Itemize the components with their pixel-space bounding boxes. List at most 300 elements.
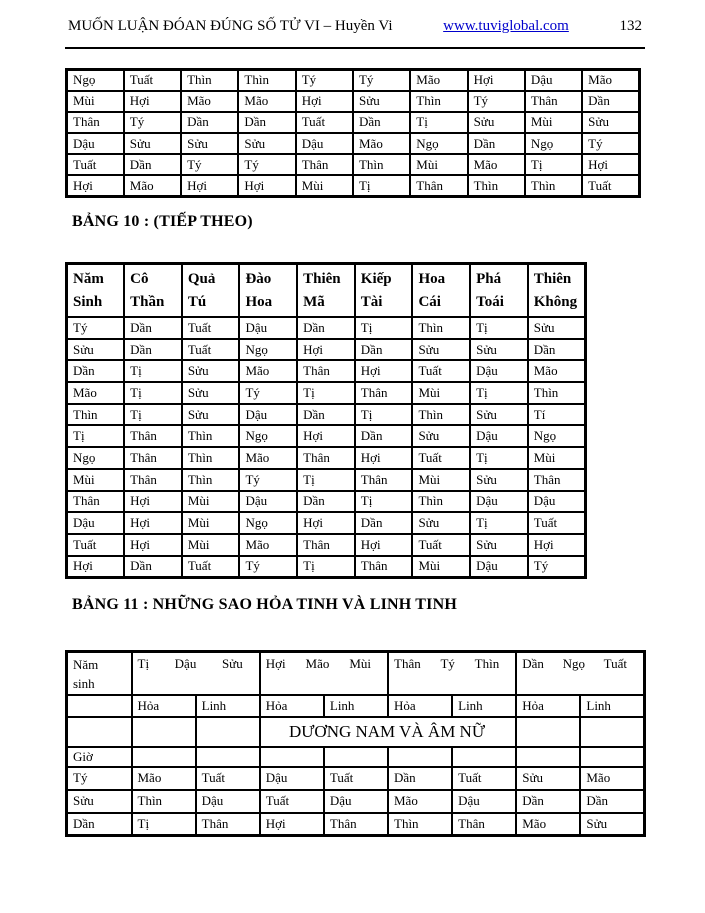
- column-header: [67, 264, 125, 318]
- table-cell: Ngọ: [239, 339, 297, 361]
- table-cell: Thìn: [525, 175, 582, 196]
- table-cell: Dậu: [239, 404, 297, 426]
- zodiac-word: Dậu: [174, 656, 197, 671]
- table-cell: Sửu: [238, 133, 295, 154]
- year-label-line: Năm: [73, 657, 99, 672]
- table-cell: Mão: [353, 133, 410, 154]
- table-cell: Thìn: [182, 469, 240, 491]
- table-cell: Tý: [67, 317, 125, 339]
- table-row: [67, 767, 645, 790]
- table-cell: Tý: [238, 154, 295, 175]
- table-cell: Tị: [355, 404, 413, 426]
- table-cell: Tị: [124, 360, 182, 382]
- table-cell: Mùi: [525, 112, 582, 133]
- table-cell: Hợi: [528, 534, 586, 556]
- table-cell: Hợi: [355, 534, 413, 556]
- table-row: [67, 175, 640, 196]
- table-cell: Mão: [239, 534, 297, 556]
- table-cell: Tị: [355, 317, 413, 339]
- table-cell: Dậu: [67, 512, 125, 534]
- table-cell: Thân: [410, 175, 467, 196]
- header-line: Toái: [476, 293, 504, 310]
- bang11-heading: BẢNG 11 : NHỮNG SAO HỎA TINH VÀ LINH TINH: [72, 596, 458, 613]
- table-cell: Dần: [124, 317, 182, 339]
- table-row: [67, 556, 586, 578]
- table-cell: Tuất: [182, 317, 240, 339]
- table-cell: Tuất: [182, 339, 240, 361]
- table-cell: Hợi: [260, 813, 324, 836]
- bang11-table: [65, 650, 646, 837]
- zodiac-word: Tị: [137, 656, 150, 671]
- table-cell: Tuất: [412, 534, 470, 556]
- table-cell: Sửu: [468, 112, 525, 133]
- header-line: Hoa: [418, 271, 446, 287]
- table-row: [67, 154, 640, 175]
- table-cell: Tuất: [452, 767, 516, 790]
- table-cell: Dần: [516, 790, 580, 813]
- table-cell: Tuất: [260, 790, 324, 813]
- column-header: [470, 264, 528, 318]
- table-cell: Tị: [67, 425, 125, 447]
- header-line: Thiên: [533, 271, 572, 287]
- table-row: [67, 70, 640, 91]
- table-cell: Tị: [124, 404, 182, 426]
- table-row: [67, 469, 586, 491]
- header-line: Phá: [476, 271, 502, 287]
- table-cell: Mùi: [296, 175, 353, 196]
- table-row: [67, 790, 645, 813]
- table-cell: Tý: [582, 133, 639, 154]
- zodiac-word: Hợi: [265, 656, 286, 671]
- bang10-table-head: [67, 264, 586, 318]
- table-cell: Thìn: [67, 404, 125, 426]
- table-cell: Hợi: [181, 175, 238, 196]
- subheader-cell: Linh: [580, 695, 644, 717]
- table-row: [67, 112, 640, 133]
- zodiac-word: Thân: [394, 656, 421, 671]
- table-cell: Mão: [582, 70, 639, 91]
- table-cell: Tị: [470, 382, 528, 404]
- table-cell: Thìn: [410, 91, 467, 112]
- group-words: [522, 656, 641, 672]
- table-cell: Mão: [528, 360, 586, 382]
- group-header-cell: [388, 652, 516, 695]
- table-row: [67, 534, 586, 556]
- table-row: [67, 91, 640, 112]
- table-cell: Tị: [470, 447, 528, 469]
- table-cell: Tý: [239, 556, 297, 578]
- header-line: Thiên: [303, 271, 341, 287]
- table-cell: Thìn: [182, 447, 240, 469]
- empty-cell: [324, 747, 388, 767]
- table-cell: Dần: [238, 112, 295, 133]
- header-line: Đào: [245, 271, 272, 287]
- table-cell: Thân: [297, 447, 355, 469]
- table-cell: Tuất: [324, 767, 388, 790]
- table-cell: Sửu: [182, 360, 240, 382]
- table-cell: Ngọ: [239, 425, 297, 447]
- subheader-cell: Hỏa: [516, 695, 580, 717]
- table-cell: Thân: [355, 382, 413, 404]
- table-cell: Mão: [410, 70, 467, 91]
- table-cell: Sửu: [67, 790, 132, 813]
- table-cell: Dần: [388, 767, 452, 790]
- empty-cell: [196, 747, 260, 767]
- table-cell: Tuất: [412, 447, 470, 469]
- column-header: [297, 264, 355, 318]
- table-cell: Thân: [124, 469, 182, 491]
- table-cell: Mão: [468, 154, 525, 175]
- table-cell: Tuất: [67, 154, 124, 175]
- table-cell: Dần: [124, 154, 181, 175]
- table-cell: Sửu: [182, 382, 240, 404]
- table-cell: Tị: [410, 112, 467, 133]
- table-cell: Sửu: [470, 469, 528, 491]
- table-cell: Tị: [470, 317, 528, 339]
- table-cell: Thìn: [182, 425, 240, 447]
- table-row: [67, 491, 586, 513]
- table-cell: Mùi: [412, 382, 470, 404]
- table-cell: Mão: [132, 767, 196, 790]
- column-header: [355, 264, 413, 318]
- subheader-cell: Linh: [324, 695, 388, 717]
- table-cell: Dậu: [296, 133, 353, 154]
- group-words: [138, 656, 257, 672]
- table-cell: Hợi: [468, 70, 525, 91]
- table-cell: Sửu: [412, 339, 470, 361]
- table-row: [67, 133, 640, 154]
- table-cell: Dần: [580, 790, 644, 813]
- table-cell: Dần: [468, 133, 525, 154]
- header-line: Kiếp: [360, 271, 392, 287]
- table-cell: Mùi: [67, 469, 125, 491]
- table-cell: Tý: [239, 469, 297, 491]
- empty-cell: [580, 717, 644, 747]
- year-label-line: sinh: [73, 675, 95, 691]
- header-line: Tài: [360, 293, 383, 310]
- table-cell: Dậu: [196, 790, 260, 813]
- table-cell: Tý: [528, 556, 586, 578]
- website-link[interactable]: www.tuviglobal.com: [443, 18, 569, 34]
- table-cell: Hợi: [124, 491, 182, 513]
- table-cell: Dậu: [470, 556, 528, 578]
- bang11-table-body: [67, 652, 645, 836]
- table-cell: Tuất: [412, 360, 470, 382]
- table-cell: Hợi: [297, 339, 355, 361]
- zodiac-word: Tý: [440, 656, 455, 671]
- empty-cell: [516, 717, 580, 747]
- subheader-cell: Linh: [196, 695, 260, 717]
- table-cell: Thân: [355, 469, 413, 491]
- table-row: [67, 339, 586, 361]
- table-cell: Sửu: [182, 404, 240, 426]
- table-cell: Dần: [582, 91, 639, 112]
- table-cell: Tuất: [124, 70, 181, 91]
- empty-cell: [260, 747, 324, 767]
- header-divider: [65, 47, 645, 49]
- header-line: Năm: [73, 271, 104, 287]
- table-cell: Tuất: [196, 767, 260, 790]
- table-cell: Dần: [181, 112, 238, 133]
- table-cell: Dậu: [324, 790, 388, 813]
- table-cell: Ngọ: [67, 70, 124, 91]
- table-cell: Hợi: [297, 425, 355, 447]
- table-cell: Tị: [525, 154, 582, 175]
- table-cell: Dần: [124, 339, 182, 361]
- table-cell: Dần: [528, 339, 586, 361]
- table-cell: Thân: [528, 469, 586, 491]
- table-cell: Tuất: [528, 512, 586, 534]
- table-cell: Ngọ: [410, 133, 467, 154]
- table-row: [67, 813, 645, 836]
- header-line: Thần: [130, 293, 165, 310]
- table-cell: Mão: [238, 91, 295, 112]
- table-cell: Mùi: [67, 91, 124, 112]
- table-cell: Tuất: [582, 175, 639, 196]
- table-cell: Thân: [67, 112, 124, 133]
- table-cell: Sửu: [181, 133, 238, 154]
- empty-cell: [196, 717, 260, 747]
- table-cell: Dần: [355, 339, 413, 361]
- hour-label-cell: Giờ: [67, 747, 132, 767]
- table-cell: Mão: [516, 813, 580, 836]
- table-cell: Dần: [67, 360, 125, 382]
- table-cell: Tí: [528, 404, 586, 426]
- table-cell: Tý: [67, 767, 132, 790]
- header-line: Mã: [303, 293, 325, 310]
- table-cell: Hợi: [582, 154, 639, 175]
- table-cell: Hợi: [124, 91, 181, 112]
- empty-cell: [132, 747, 196, 767]
- table-cell: Thìn: [388, 813, 452, 836]
- group-words: [394, 656, 513, 672]
- table-cell: Mùi: [182, 491, 240, 513]
- table-cell: Hợi: [296, 91, 353, 112]
- header-line: Sinh: [73, 293, 103, 310]
- zodiac-table: [65, 68, 641, 198]
- zodiac-word: Sửu: [221, 656, 243, 671]
- table-cell: Mão: [580, 767, 644, 790]
- table-cell: Tị: [355, 491, 413, 513]
- table-cell: Mão: [239, 360, 297, 382]
- table-cell: Thân: [67, 491, 125, 513]
- column-header: [182, 264, 240, 318]
- header-line: Hoa: [245, 293, 273, 310]
- table-cell: Tị: [353, 175, 410, 196]
- table-cell: Tý: [124, 112, 181, 133]
- table-cell: Dậu: [67, 133, 124, 154]
- zodiac-word: Ngọ: [562, 656, 585, 671]
- table-cell: Tị: [470, 512, 528, 534]
- table-cell: Thìn: [181, 70, 238, 91]
- table-cell: Thân: [525, 91, 582, 112]
- empty-cell: [388, 747, 452, 767]
- group-header-row: [67, 652, 645, 695]
- table-cell: Dần: [355, 512, 413, 534]
- table-cell: Tý: [181, 154, 238, 175]
- table-cell: Mão: [67, 382, 125, 404]
- table-cell: Dậu: [528, 491, 586, 513]
- table-cell: Thân: [297, 360, 355, 382]
- table-cell: Dậu: [239, 317, 297, 339]
- table-cell: Thân: [296, 154, 353, 175]
- subheader-cell: Hỏa: [260, 695, 324, 717]
- table-cell: Thân: [124, 447, 182, 469]
- table-cell: Mùi: [412, 469, 470, 491]
- table-cell: Tuất: [67, 534, 125, 556]
- table-row: [67, 404, 586, 426]
- table-cell: Dậu: [239, 491, 297, 513]
- banner-cell: DƯƠNG NAM VÀ ÂM NỮ: [260, 717, 517, 747]
- table-cell: Thìn: [412, 404, 470, 426]
- table-cell: Sửu: [470, 339, 528, 361]
- zodiac-table-body: [67, 70, 640, 197]
- zodiac-word: Mão: [305, 656, 330, 671]
- table-cell: Tý: [239, 382, 297, 404]
- table-cell: Hợi: [355, 360, 413, 382]
- table-cell: Mão: [388, 790, 452, 813]
- empty-cell: [516, 747, 580, 767]
- empty-cell: [67, 717, 132, 747]
- table-cell: Dần: [297, 317, 355, 339]
- header-line: Cái: [418, 293, 441, 310]
- table-cell: Sửu: [412, 425, 470, 447]
- table-row: [67, 425, 586, 447]
- table-cell: Dậu: [525, 70, 582, 91]
- table-cell: Ngọ: [239, 512, 297, 534]
- empty-cell: [67, 695, 132, 717]
- table-cell: Dần: [355, 425, 413, 447]
- zodiac-word: Mùi: [349, 656, 371, 671]
- table-cell: Mùi: [528, 447, 586, 469]
- table-cell: Dần: [297, 491, 355, 513]
- table-cell: Thân: [124, 425, 182, 447]
- table-cell: Thân: [324, 813, 388, 836]
- table-cell: Sửu: [516, 767, 580, 790]
- empty-cell: [132, 717, 196, 747]
- table-cell: Sửu: [580, 813, 644, 836]
- table-cell: Hợi: [67, 556, 125, 578]
- table-cell: Dậu: [470, 425, 528, 447]
- table-cell: Tị: [297, 469, 355, 491]
- table-cell: Thân: [355, 556, 413, 578]
- table-cell: Mùi: [182, 512, 240, 534]
- table-row: [67, 512, 586, 534]
- table-cell: Thìn: [238, 70, 295, 91]
- table-cell: Hợi: [124, 512, 182, 534]
- table-cell: Thìn: [528, 382, 586, 404]
- table-cell: Tị: [132, 813, 196, 836]
- table-cell: Sửu: [353, 91, 410, 112]
- table-cell: Tuất: [182, 556, 240, 578]
- table-cell: Mão: [124, 175, 181, 196]
- table-cell: Dần: [67, 813, 132, 836]
- table-cell: Dần: [124, 556, 182, 578]
- table-cell: Dậu: [470, 491, 528, 513]
- hour-label-row: [67, 747, 645, 767]
- table-cell: Hợi: [238, 175, 295, 196]
- table-cell: Mão: [181, 91, 238, 112]
- table-cell: Dậu: [260, 767, 324, 790]
- table-cell: Dậu: [470, 360, 528, 382]
- table-cell: Mão: [239, 447, 297, 469]
- group-header-cell: [132, 652, 260, 695]
- table-cell: Thìn: [412, 317, 470, 339]
- column-header: [239, 264, 297, 318]
- table-cell: Thìn: [132, 790, 196, 813]
- table-row: [67, 447, 586, 469]
- table-cell: Thân: [297, 534, 355, 556]
- table-cell: Sửu: [470, 534, 528, 556]
- table-cell: Sửu: [582, 112, 639, 133]
- table-cell: Mùi: [182, 534, 240, 556]
- document-title: MUỐN LUẬN ĐÓAN ĐÚNG SỐ TỬ VI – Huyền Vi: [68, 18, 393, 34]
- header-line: Không: [533, 293, 578, 310]
- banner-row: [67, 717, 645, 747]
- zodiac-word: Thìn: [474, 656, 500, 671]
- table-cell: Thân: [452, 813, 516, 836]
- table-cell: Sửu: [528, 317, 586, 339]
- page-number: 132: [619, 18, 642, 34]
- table-cell: Hợi: [124, 534, 182, 556]
- table-cell: Tị: [297, 556, 355, 578]
- table-cell: Thìn: [468, 175, 525, 196]
- subheader-row: [67, 695, 645, 717]
- column-header: [528, 264, 586, 318]
- page-header: [68, 18, 642, 35]
- column-header: [124, 264, 182, 318]
- empty-cell: [580, 747, 644, 767]
- header-line: Cô: [130, 271, 149, 287]
- table-cell: Mùi: [410, 154, 467, 175]
- table-cell: Tý: [353, 70, 410, 91]
- table-cell: Sửu: [124, 133, 181, 154]
- table-cell: Sửu: [412, 512, 470, 534]
- table-cell: Tị: [124, 382, 182, 404]
- table-row: [67, 317, 586, 339]
- header-line: Quả: [187, 271, 216, 287]
- table-cell: Dần: [353, 112, 410, 133]
- subheader-cell: Linh: [452, 695, 516, 717]
- table-cell: Sửu: [67, 339, 125, 361]
- zodiac-word: Tuất: [603, 656, 627, 671]
- table-cell: Thân: [196, 813, 260, 836]
- table-cell: Tý: [296, 70, 353, 91]
- table-cell: Hợi: [297, 512, 355, 534]
- subheader-cell: Hỏa: [132, 695, 196, 717]
- table-cell: Ngọ: [67, 447, 125, 469]
- bang10-heading: BẢNG 10 : (TIẾP THEO): [72, 213, 253, 230]
- table-cell: Thìn: [353, 154, 410, 175]
- table-cell: Mùi: [412, 556, 470, 578]
- group-header-cell: [260, 652, 388, 695]
- table-cell: Tị: [297, 382, 355, 404]
- table-cell: Tý: [468, 91, 525, 112]
- subheader-cell: Hỏa: [388, 695, 452, 717]
- table-row: [67, 382, 586, 404]
- header-row: [67, 264, 586, 318]
- bang10-table: [65, 262, 587, 579]
- table-cell: Ngọ: [525, 133, 582, 154]
- table-cell: Hợi: [67, 175, 124, 196]
- header-line: Tú: [187, 293, 207, 310]
- year-label-cell: [67, 652, 132, 695]
- table-cell: Sửu: [470, 404, 528, 426]
- empty-cell: [452, 747, 516, 767]
- zodiac-word: Dần: [522, 656, 544, 671]
- table-cell: Thìn: [412, 491, 470, 513]
- table-cell: Dậu: [452, 790, 516, 813]
